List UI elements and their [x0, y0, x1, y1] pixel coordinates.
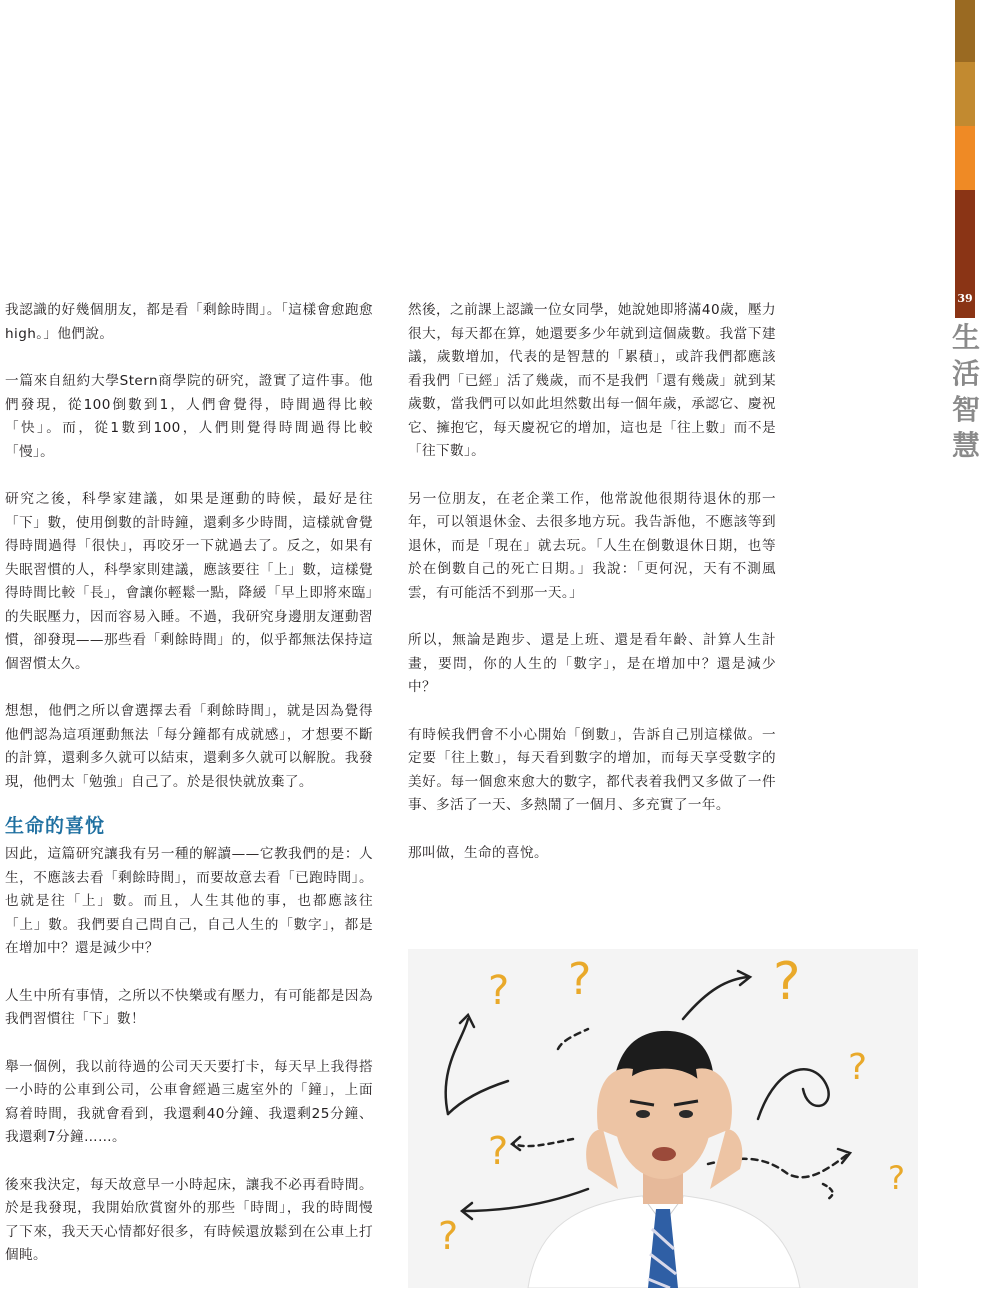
paragraph: 後來我決定，每天故意早一小時起床，讓我不必再看時間。於是我發現，我開始欣賞窗外的那些「時間」，我的時間慢了下來，我天天心情都好很多，有時候還放鬆到在公車上打個盹。 [5, 1176, 373, 1263]
color-bar-segment-1 [955, 0, 975, 62]
section-title-char: 生 [952, 321, 981, 354]
section-title-vertical [952, 320, 980, 464]
section-title-char: 智 [952, 393, 981, 426]
section-title-char: 活 [952, 357, 981, 390]
color-bar-segment-2 [955, 62, 975, 126]
question-mark-icon: ? [848, 1047, 868, 1088]
paragraph: 一篇來自紐約大學Stern商學院的研究，證實了這件事。他們發現，從100倒數到1，人們會覺得，時間過得比較「快」。而，從1數到100，人們則覺得時間過得比較「慢」。 [5, 373, 373, 460]
section-title-char: 慧 [952, 429, 981, 462]
photo-illustration [408, 949, 918, 1288]
paragraph: 因此，這篇研究讓我有另一種的解讀——它教我們的是：人生，不應該去看「剩餘時間」，而要故意去看「已跑時間」。也就是往「上」數。而且，人生其他的事，也都應該往「上」數。我們要自己問自己，自己人生的「數字」，都是在增加中？還是減少中？ [5, 846, 373, 956]
left-column [5, 299, 373, 1292]
paragraph: 另一位朋友，在老企業工作，他常說他很期待退休的那一年，可以領退休金、去很多地方玩。我告訴他，不應該等到退休，而是「現在」就去玩。「人生在倒數退休日期，也等於在倒數自己的死亡日期。」我說：「更何況，天有不測風雲，有可能活不到那一天。」 [408, 490, 776, 601]
color-bar-segment-3 [955, 126, 975, 190]
paragraph: 舉一個例，我以前待過的公司天天要打卡，每天早上我得搭一小時的公車到公司，公車會經過三處室外的「鐘」，上面寫着時間，我就會看到，我還剩40分鐘、我還剩25分鐘、我還剩7分鐘……。 [5, 1058, 373, 1145]
confused-man-photo [408, 949, 918, 1288]
right-column [408, 299, 776, 889]
paragraph: 有時候我們會不小心開始「倒數」，告訴自己別這樣做。一定要「往上數」，每天看到數字的增加，而每天享受數字的美好。每一個愈來愈大的數字，都代表着我們又多做了一件事、多活了一天、多熱鬧了一個月、多充實了一年。 [408, 726, 776, 813]
paragraph: 想想，他們之所以會選擇去看「剩餘時間」，就是因為覺得他們認為這項運動無法「每分鐘都有成就感」，才想要不斷的計算，還剩多久就可以結束，還剩多久就可以解脫。我發現，他們太「勉強」自己了。於是很快就放棄了。 [5, 703, 373, 790]
paragraph: 所以，無論是跑步、還是上班、還是看年齡、計算人生計畫，要問，你的人生的「數字」，是在增加中？還是減少中？ [408, 632, 776, 695]
paragraph: 那叫做，生命的喜悅。 [408, 844, 548, 861]
question-mark-icon: ? [568, 954, 592, 1005]
question-mark-icon: ? [888, 1159, 905, 1197]
page-number: 39 [957, 292, 973, 305]
question-mark-icon: ? [488, 1129, 509, 1173]
question-mark-icon: ? [438, 1214, 459, 1258]
paragraph: 我認識的好幾個朋友，都是看「剩餘時間」。「這樣會愈跑愈high。」他們說。 [5, 302, 373, 342]
question-mark-icon: ? [488, 968, 510, 1014]
section-heading: 生命的喜悅 [5, 815, 106, 837]
question-mark-icon: ? [773, 952, 801, 1012]
paragraph: 研究之後，科學家建議，如果是運動的時候，最好是往「下」數，使用倒數的計時鐘，還剩多少時間，這樣就會覺得時間過得「很快」，再咬牙一下就過去了。反之，如果有失眠習慣的人，科學家則建議，應該要往「上」數，這樣覺得時間比較「長」，會讓你輕鬆一點，降緩「早上即將來臨」的失眠壓力，因而容易入睡。不過，我研究身邊朋友運動習慣，卻發現——那些看「剩餘時間」的，似乎都無法保持這個習慣太久。 [5, 491, 373, 672]
paragraph: 然後，之前課上認識一位女同學，她說她即將滿40歲，壓力很大，每天都在算，她還要多少年就到這個歲數。我當下建議，歲數增加，代表的是智慧的「累積」，或許我們都應該看我們「已經」活了幾歲，而不是我們「還有幾歲」就到某歲數，當我們可以如此坦然數出每一個年歲，承認它、慶祝它、擁抱它，每天慶祝它的增加，這也是「往上數」而不是「往下數」。 [408, 302, 776, 459]
paragraph: 人生中所有事情，之所以不快樂或有壓力，有可能都是因為我們習慣往「下」數！ [5, 987, 373, 1027]
